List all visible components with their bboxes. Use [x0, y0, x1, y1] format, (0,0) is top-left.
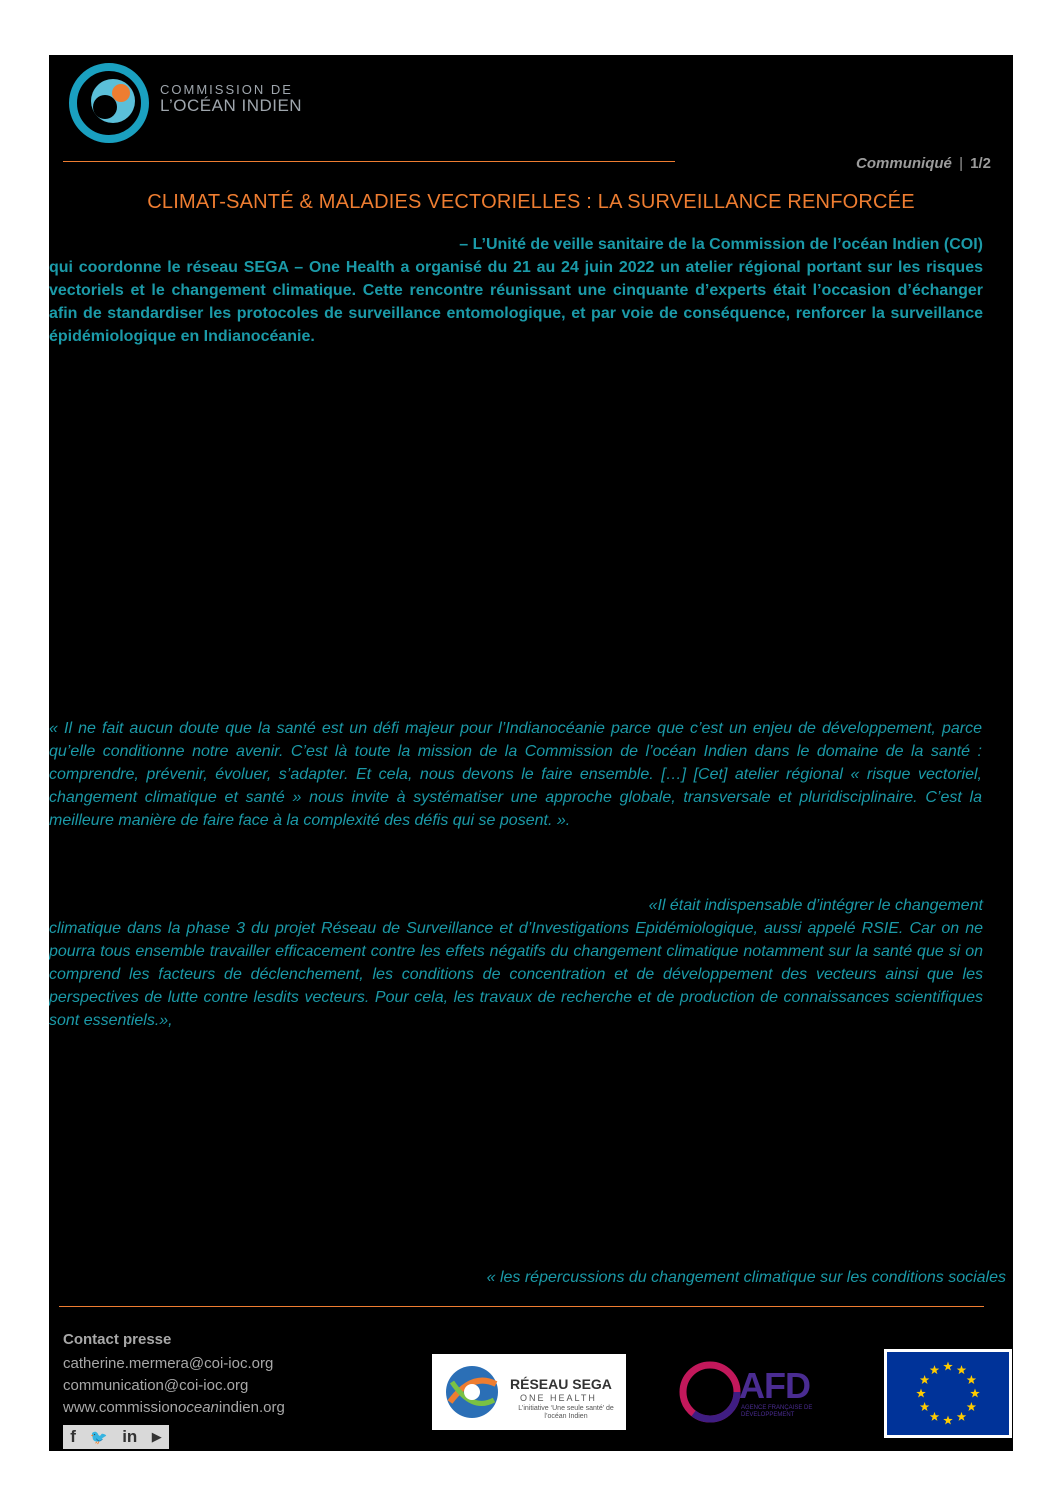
- social-bar: [63, 1425, 169, 1449]
- page-title: CLIMAT-SANTÉ & MALADIES VECTORIELLES : LA SURVEILLANCE RENFORCÉE: [147, 191, 915, 213]
- website-italic: ocean: [178, 1399, 219, 1416]
- page-count: 1/2: [970, 155, 991, 172]
- sega-subtitle: ONE HEALTH: [520, 1393, 597, 1403]
- sega-logo: [432, 1354, 626, 1430]
- website-prefix: www.commission: [63, 1399, 179, 1416]
- contact-website[interactable]: [63, 1397, 285, 1419]
- document-page: [49, 55, 1013, 1451]
- separator: |: [959, 155, 963, 172]
- sega-globe-icon: [442, 1362, 502, 1422]
- sega-tagline: L’initiative ‘Une seule santé’ de l’océan Indien: [518, 1405, 614, 1420]
- lead-rest: qui coordonne le réseau SEGA – One Health a organisé du 21 au 24 juin 2022 un atelier régional portant sur les risques vectoriels et le changement climatique. Cette rencontre réunissant une cinquante d’experts était l’occasion d’échanger afin de standardiser les protocoles de surveillance entomologique, et par voie de conséquence, renforcer la surveillance épidémiologique en Indianocéanie.: [49, 259, 983, 345]
- quote-2-rest: climatique dans la phase 3 du projet Réseau de Surveillance et d’Investigations Epidémiologique, aussi appelé RSIE. Car on ne pourra tous ensemble travailler efficacement contre les effets négatifs du changement climatique notamment sur la santé que si on comprend les facteurs de déclenchement, les conditions de concentration et de développement des vecteurs ainsi que les perspectives de lutte contre lesdits vecteurs. Pour cela, les travaux de recherche et de production de connaissances scientifiques sont essentiels.»,: [49, 920, 983, 1029]
- header-rule: [63, 161, 675, 162]
- quote-1: « Il ne fait aucun doute que la santé est un défi majeur pour l’Indianocéanie parce que c’est un enjeu de développement, parce qu’elle conditionne notre avenir. C’est là toute la mission de la Commission de l’océan Indien dans le domaine de la santé : comprendre, prévenir, évoluer, s’adapter. Et cela, nous devons le faire ensemble. […] [Cet] atelier régional « risque vectoriel, changement climatique et santé » nous invite à systématiser une approche globale, transversale et pluridisciplinaire. C’est la meilleure manière de faire face à la complexité des défis qui se posent. ».: [49, 720, 982, 829]
- contact-email-2[interactable]: communication@coi-ioc.org: [63, 1377, 249, 1394]
- afd-subtitle: AGENCE FRANÇAISE DE DÉVELOPPEMENT: [741, 1405, 813, 1418]
- logo-text: [160, 82, 302, 114]
- contact-block: [63, 1353, 285, 1419]
- page-number: [856, 155, 991, 172]
- youtube-icon[interactable]: ▶: [151, 1429, 162, 1444]
- eu-flag-icon: [887, 1352, 1009, 1435]
- contact-title: Contact presse: [63, 1331, 172, 1348]
- quote-3: « les répercussions du changement climatique sur les conditions sociales: [486, 1269, 1006, 1286]
- quote-2-first-line: «Il était indispensable d’intégrer le changement: [648, 897, 983, 914]
- sega-title: RÉSEAU SEGA: [510, 1376, 612, 1392]
- eu-flag-frame: [884, 1349, 1012, 1438]
- logo-line2: L’OCÉAN INDIEN: [160, 96, 303, 115]
- doc-type: Communiqué: [856, 155, 952, 172]
- website-suffix: indien.org: [218, 1399, 285, 1416]
- linkedin-icon[interactable]: in: [122, 1427, 138, 1446]
- twitter-icon[interactable]: 🐦: [90, 1428, 108, 1445]
- afd-ring-icon: [675, 1357, 745, 1427]
- quote-2: [49, 894, 983, 1032]
- logo-line1: COMMISSION DE: [160, 82, 293, 97]
- lead-paragraph: [49, 233, 983, 348]
- contact-email-1[interactable]: catherine.mermera@coi-ioc.org: [63, 1355, 274, 1372]
- facebook-icon[interactable]: f: [70, 1427, 76, 1446]
- footer-rule: [59, 1306, 984, 1307]
- afd-name: AFD: [739, 1365, 810, 1406]
- coi-logo-icon: [69, 63, 149, 143]
- lead-first-line: – L’Unité de veille sanitaire de la Commission de l’océan Indien (COI): [459, 236, 983, 253]
